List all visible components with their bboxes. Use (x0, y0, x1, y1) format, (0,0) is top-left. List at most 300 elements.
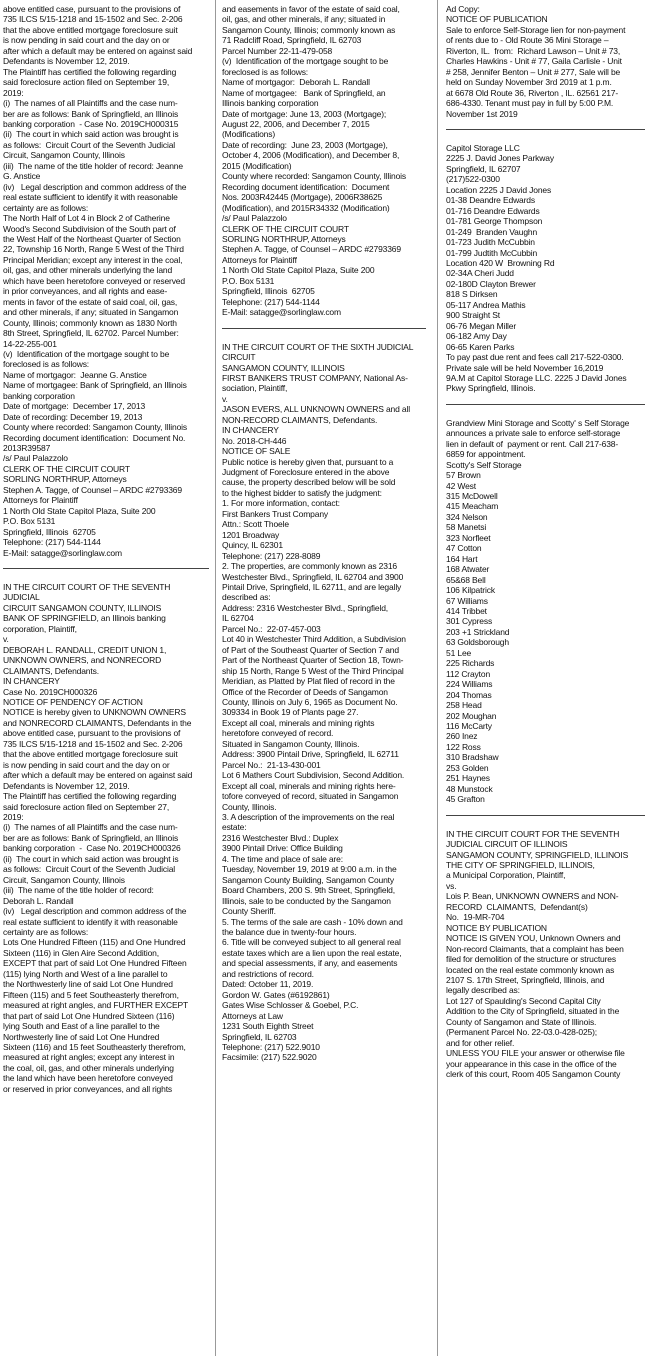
notice-grandview-scottys-storage (446, 418, 645, 805)
column-middle (222, 4, 426, 1350)
notice-line: No. 19-MR-704 (446, 912, 505, 923)
notice-line: estate: (222, 822, 247, 833)
notice-line: Wood's Second Subdivision of the South part of (3, 223, 176, 234)
notice-line: the coal, oil, gas, and other minerals underlying (3, 1062, 174, 1073)
notice-line: sociation, Plaintiff, (222, 383, 288, 394)
notice-line: 22, Township 16 North, Range 5 West of the Third (3, 244, 184, 255)
notice-line: Name of mortgagee: Bank of Springfield, an Illinois (3, 380, 187, 391)
notice-line: the Northwesterly line of said Lot One Hundred (3, 979, 173, 990)
notice-line: Circuit, Sangamon County, Illinois (3, 874, 125, 885)
notice-line: Telephone: (217) 228-8089 (222, 550, 321, 561)
notice-line: 324 Nelson (446, 511, 488, 522)
notice-line: Lois P. Bean, UNKNOWN OWNERS and NON- (446, 891, 619, 902)
notice-line: estate taxes which are a lien upon the real estate, (222, 947, 402, 958)
notice-line: 01-249 Branden Vaughn (446, 226, 538, 237)
notice-line: 47 Cotton (446, 543, 482, 554)
notice-line: Attorneys at Law (222, 1010, 283, 1021)
notice-line: No. 2018-CH-446 (222, 435, 287, 446)
notice-line: 06-76 Megan Miller (446, 320, 517, 331)
notice-line: 42 West (446, 480, 476, 491)
notice-line: County, Illinois. (222, 801, 277, 812)
notice-line: First Bankers Trust Company (222, 508, 329, 519)
notice-line: NOTICE IS GIVEN YOU, Unknown Owners and (446, 933, 621, 944)
notice-line: The North Half of Lot 4 in Block 2 of Catherine (3, 213, 170, 224)
notice-line: (115) lying North and West of a line parallel to (3, 968, 168, 979)
notice-line: Case No. 2019CH000326 (3, 686, 98, 697)
notice-divider (446, 815, 645, 816)
notice-line: /s/ Paul Palazzolo (222, 213, 287, 224)
notice-line: Illinois, sale to be conducted by the Sangamon (222, 895, 391, 906)
notice-line: Facsimile: (217) 522.9020 (222, 1052, 317, 1063)
notice-line: 06-65 Karen Parks (446, 341, 515, 352)
notice-line: Name of mortgagor: Deborah L. Randall (222, 77, 370, 88)
notice-line: CLERK OF THE CIRCUIT COURT (222, 223, 349, 234)
notice-randall (3, 582, 209, 1094)
notice-line: (iii) The name of the title holder of record: Jeanne (3, 160, 183, 171)
notice-line: above entitled case, pursuant to the provisions of (3, 4, 181, 14)
notice-line: UNLESS YOU FILE your answer or otherwise file (446, 1048, 625, 1059)
notice-line: BANK OF SPRINGFIELD, an Illinois banking (3, 613, 166, 624)
notice-line: Meridian, as Platted by Plat filed of record in the (222, 676, 395, 687)
notice-line: 2019: (3, 811, 24, 822)
notice-line: 204 Thomas (446, 689, 492, 700)
notice-line: 05-117 Andrea Mathis (446, 299, 526, 310)
notice-line: 58 Manetsi (446, 522, 487, 533)
notice-line: Stephen A. Tagge, of Counsel – ARDC #2793369 (222, 244, 401, 255)
notice-line: 253 Golden (446, 762, 489, 773)
notice-line: corporation, Plaintiff, (3, 623, 77, 634)
notice-line: IN THE CIRCUIT COURT OF THE SIXTH JUDICIAL (222, 341, 414, 352)
notice-line: 112 Crayton (446, 668, 491, 679)
notice-line: E-Mail: satagge@sorlinglaw.com (3, 547, 122, 558)
notice-line: the land which have been heretofore conveyed (3, 1073, 173, 1084)
notice-line: your appearance in this case in the office of the (446, 1058, 617, 1069)
notice-line: Public notice is hereby given that, pursuant to a (222, 456, 394, 467)
notice-line: Attn.: Scott Thoele (222, 519, 289, 530)
notice-line: Springfield, IL 62703 (222, 1031, 297, 1042)
notice-line: 57 Brown (446, 470, 481, 481)
notice-line: Gates Wise Schlosser & Goebel, P.C. (222, 1000, 359, 1011)
notice-line: 3900 Pintail Drive: Office Building (222, 843, 343, 854)
notice-line: 6859 for appointment. (446, 449, 526, 460)
notice-line: County Sheriff. (222, 906, 276, 917)
notice-line: 01-723 Judith McCubbin (446, 237, 535, 248)
notice-line: Pkwy Springfield, Illinois. (446, 383, 536, 394)
notice-line: Parcel Number 22-11-479-058 (222, 45, 333, 56)
notice-line: a Municipal Corporation, Plaintiff, (446, 870, 566, 881)
notice-line: or reserved in prior conveyances, and all rights (3, 1083, 173, 1094)
notice-line: lying South and East of a line parallel to the (3, 1021, 160, 1032)
notice-line: real estate sufficient to identify it with reasonable (3, 192, 178, 203)
notice-line: Grandview Mini Storage and Scotty' s Self Storage (446, 417, 630, 428)
notice-line: 1231 South Eighth Street (222, 1021, 314, 1032)
notice-line: 14-22-255-001 (3, 338, 57, 349)
notice-line: 202 Moughan (446, 710, 497, 721)
notice-line: which have been heretofore conveyed or reserved (3, 275, 185, 286)
notice-line: (Permanent Parcel No. 22-03.0-428-025); (446, 1027, 598, 1038)
notice-line: as follows: Circuit Court of the Seventh Judicial (3, 864, 176, 875)
notice-line: CLERK OF THE CIRCUIT COURT (3, 463, 130, 474)
notice-line: and restrictions of record. (222, 968, 314, 979)
notice-line: JUDICIAL CIRCUIT OF ILLINOIS (446, 839, 568, 850)
notice-line: 116 McCarty (446, 721, 492, 731)
notice-line: Westchester Blvd., Springfield, IL 62704 and 3900 (222, 571, 404, 582)
notice-line: the balance due in twenty-four hours. (222, 926, 357, 937)
notice-line: (Modification), and 2015R34332 (Modification) (222, 202, 390, 213)
notice-line: Date of mortgage: December 17, 2013 (3, 401, 146, 412)
notice-line: Board Chambers, 200 S. 9th Street, Springfield, (222, 885, 395, 896)
notice-line: Date of recording: June 23, 2003 (Mortgage), (222, 139, 388, 150)
notice-line: Deborah L. Randall (3, 895, 74, 906)
notice-line: (v) Identification of the mortgage sought to be (3, 348, 170, 359)
notice-line: 735 ILCS 5/15-1218 and 15-1502 and Sec. 2-206 (3, 738, 183, 749)
notice-line: (i) The names of all Plaintiffs and the case num- (3, 98, 178, 109)
notice-line: at 6678 Old Route 36, Riverton , IL. 62561 217- (446, 87, 619, 98)
notice-line: # 258, Jennifer Benton – Unit # 277, Sale will be (446, 66, 621, 77)
notice-line: 8th Street, Springfield, IL 62702. Parcel Number: (3, 328, 179, 339)
notice-line: CIRCUIT (222, 352, 256, 363)
notice-line: G. Anstice (3, 171, 41, 182)
notice-line: NON-RECORD CLAIMANTS, Defendants. (222, 414, 378, 425)
notice-line: Principal Meridian; except any interest in the coal, (3, 254, 183, 265)
notice-line: 2013R39587 (3, 443, 51, 454)
notice-line: JASON EVERS, ALL UNKNOWN OWNERS and all (222, 404, 410, 415)
notice-line: 6. Title will be conveyed subject to all general real (222, 937, 401, 948)
notice-line: Date of mortgage: June 13, 2003 (Mortgage); (222, 108, 387, 119)
notice-line: Lot 6 Mathers Court Subdivision, Second Addition. (222, 770, 405, 781)
notice-line: 251 Haynes (446, 773, 490, 784)
notice-line: is now pending in said court and the day on or (3, 35, 170, 46)
notice-line: (ii) The court in which said action was brought is (3, 853, 179, 864)
notice-line: Name of mortgagee: Bank of Springfield, an (222, 87, 386, 98)
notice-line: ber are as follows: Bank of Springfield, an Illinois (3, 832, 179, 843)
notice-divider (3, 568, 209, 569)
notice-line: and for other relief. (446, 1037, 515, 1048)
notice-line: Except all coal, minerals and mining rights here- (222, 780, 396, 791)
notice-line: FIRST BANKERS TRUST COMPANY, National As- (222, 372, 408, 383)
notice-line: 686-4330. Tenant must pay in full by 5:00 P.M. (446, 98, 614, 109)
notice-line: E-Mail: satagge@sorlinglaw.com (222, 307, 341, 318)
notice-line: of rents due to - Old Route 36 Mini Storage – (446, 35, 609, 46)
notice-line: 45 Grafton (446, 794, 485, 805)
notice-line: (iii) The name of the title holder of record: (3, 885, 154, 896)
notice-line: 1 North Old State Capitol Plaza, Suite 200 (3, 505, 156, 516)
notice-line: 67 Williams (446, 595, 488, 606)
notice-line: 310 Bradshaw (446, 752, 499, 763)
notice-line: Lot 127 of Spaulding's Second Capital City (446, 995, 601, 1006)
notice-line: 9A.M at Capitol Storage LLC. 2225 J David Jones (446, 372, 627, 383)
notice-line: 5. The terms of the sale are cash - 10% down and (222, 916, 403, 927)
notice-line: 2107 S. 17th Street, Springfield, Illinois, and (446, 974, 605, 985)
notice-line: ments in favor of the estate of said coal, oil, gas, (3, 296, 178, 307)
notice-line: Gordon W. Gates (#6192861) (222, 989, 330, 1000)
notice-line: 224 Williams (446, 679, 493, 690)
notice-line: as follows: Circuit Court of the Seventh Judicial (3, 139, 176, 150)
notice-line: County where recorded: Sangamon County, Illinois (3, 422, 187, 433)
notice-line: NOTICE is hereby given to UNKNOWN OWNERS (3, 707, 186, 718)
notice-line: Part of the Northeast Quarter of Section 18, Town- (222, 655, 404, 666)
notice-line: certainty are as follows: (3, 926, 89, 937)
notice-line: Sixteen (116) and 15 feet Southeasterly therefrom, (3, 1041, 186, 1052)
column-left (3, 4, 209, 1350)
notice-line: foreclosed is as follows: (222, 66, 309, 77)
notice-line: ship 15 North, Range 5 West of the Third Principal (222, 665, 404, 676)
notice-line: is now pending in said court and the day on or (3, 759, 170, 770)
notice-line: held on Sunday November 3rd 2019 at 1 p.m. (446, 77, 612, 88)
notice-line: Ad Copy: (446, 4, 480, 14)
notice-line: NOTICE BY PUBLICATION (446, 922, 547, 933)
notice-line: above entitled case, pursuant to the provisions of (3, 728, 181, 739)
notice-line: Defendants is November 12, 2019. (3, 780, 130, 791)
notice-line: legally described as: (446, 985, 520, 996)
notice-line: IN CHANCERY (222, 425, 279, 436)
notice-line: of Part of the Southeast Quarter of Section 7 and (222, 644, 399, 655)
notice-line: /s/ Paul Palazzolo (3, 453, 68, 464)
notice-line: Except all coal, minerals and mining rights (222, 717, 375, 728)
notice-line: announces a private sale to enforce self-storage (446, 428, 621, 439)
notice-line: (iv) Legal description and common address of the (3, 181, 187, 192)
notice-line: 203 +1 Strickland (446, 626, 510, 637)
notice-line: Telephone: (217) 522.9010 (222, 1041, 320, 1052)
notice-line: 2015 (Modification) (222, 160, 292, 171)
notice-line: lien in default of payment or rent. Call 217-638- (446, 438, 619, 449)
notice-line: and other minerals, if any; situated in Sangamon (3, 307, 179, 318)
notice-line: 02-34A Cheri Judd (446, 268, 514, 279)
notice-line: 122 Ross (446, 741, 481, 752)
notice-line: Sale to enforce Self-Storage lien for non-payment (446, 24, 626, 35)
notice-line: The Plaintiff has certified the following regarding (3, 791, 177, 802)
notice-line: 01-781 George Thompson (446, 216, 543, 227)
notice-line: (ii) The court in which said action was brought is (3, 129, 179, 140)
notice-line: SORLING NORTHRUP, Attorneys (3, 474, 127, 485)
notice-line: Illinois banking corporation (222, 98, 319, 109)
notice-randall-continued (222, 4, 426, 318)
notice-line: THE CITY OF SPRINGFIELD, ILLINOIS, (446, 859, 595, 870)
notice-line: in prior conveyances, and all rights and ease- (3, 286, 168, 297)
notice-line: v. (222, 393, 228, 404)
notice-line: SANGAMON COUNTY, SPRINGFIELD, ILLINOIS (446, 849, 629, 860)
notice-line: Attorneys for Plaintiff (3, 495, 78, 506)
notice-line: 735 ILCS 5/15-1218 and 15-1502 and Sec. 2-206 (3, 14, 183, 25)
notice-line: Non-record Claimants, that a complaint has been (446, 943, 624, 954)
notice-line: 164 Hart (446, 553, 478, 564)
notice-line: measured at right angles; except any interest in (3, 1052, 175, 1063)
notice-line: and special assessments, if any, and easements (222, 958, 398, 969)
notice-line: August 22, 2006, and December 7, 2015 (222, 118, 370, 129)
notice-line: Sixteen (116) in Glen Aire Second Addition, (3, 947, 159, 958)
notice-line: 01-716 Deandre Edwards (446, 205, 540, 216)
notice-line: NOTICE OF SALE (222, 446, 291, 457)
notice-line: 71 Radcliff Road, Springfield, IL 62703 (222, 35, 362, 46)
notice-first-bankers-trust (222, 342, 426, 1063)
notice-line: measured at right angles, and FURTHER EXCEPT (3, 1000, 189, 1011)
notice-line: 48 Munstock (446, 783, 493, 794)
notice-line: Lots One Hundred Fifteen (115) and One Hundred (3, 937, 186, 948)
notice-line: 2. The properties, are commonly known as 2316 (222, 561, 397, 572)
notice-line: IN THE CIRCUIT COURT OF THE SEVENTH JUDICIAL (3, 582, 173, 603)
notice-line: Office of the Recorder of Deeds of Sangamon (222, 686, 388, 697)
notice-line: Sangamon County, Illinois; commonly known as (222, 24, 396, 35)
notice-line: (217)522-0300 (446, 174, 500, 185)
notice-line: Nos. 2003R42445 (Mortgage), 2006R38625 (222, 192, 383, 203)
notice-line: County of Sangamon and State of Illinois. (446, 1016, 597, 1027)
notice-line: 01-38 Deandre Edwards (446, 195, 535, 206)
notice-line: CLAIMANTS, Defendants. (3, 665, 99, 676)
notice-line: Fifteen (115) and 5 feet Southeasterly therefrom, (3, 989, 179, 1000)
notice-line: that the above entitled mortgage foreclosure suit (3, 24, 178, 35)
notice-line: Pintail Drive, Springfield, IL 62711, and are legally (222, 582, 402, 593)
notice-line: NOTICE OF PUBLICATION (446, 14, 548, 25)
notice-line: 4. The time and place of sale are: (222, 853, 343, 864)
notice-line: DEBORAH L. RANDALL, CREDIT UNION 1, (3, 644, 167, 655)
notice-line: banking corporation - Case No. 2019CH000326 (3, 843, 181, 854)
notice-line: the West Half of the Northeast Quarter of Section (3, 233, 181, 244)
notice-line: IL 62704 (222, 613, 254, 624)
notice-line: banking corporation (3, 390, 75, 401)
notice-line: Stephen A. Tagge, of Counsel – ARDC #2793369 (3, 484, 182, 495)
notice-line: cause, the property described below will be sold (222, 477, 396, 488)
notice-line: banking corporation - Case No. 2019CH000315 (3, 118, 179, 129)
notice-line: CIRCUIT SANGAMON COUNTY, ILLINOIS (3, 602, 162, 613)
notice-line: P.O. Box 5131 (3, 516, 56, 527)
notice-line: Parcel No.: 22-07-457-003 (222, 623, 321, 634)
notice-line: Parcel No.: 21-13-430-001 (222, 759, 321, 770)
notice-line: Springfield, Illinois 62705 (222, 286, 315, 297)
notice-line: 414 Tribbet (446, 606, 487, 617)
notice-line: NOTICE OF PENDENCY OF ACTION (3, 697, 143, 707)
notice-line: 1 North Old State Capitol Plaza, Suite 200 (222, 265, 375, 276)
notice-line: Location 2225 J David Jones (446, 184, 552, 195)
notice-line: Dated: October 11, 2019. (222, 979, 314, 990)
notice-line: 323 Norfleet (446, 532, 491, 543)
notice-line: 63 Goldsborough (446, 637, 509, 648)
notice-line: Recording document identification: Document (222, 181, 390, 192)
notice-line: Judgment of Foreclosure entered in the above (222, 467, 390, 478)
notice-line: October 4, 2006 (Modification), and December 8, (222, 150, 400, 161)
notice-line: Date of recording: December 19, 2013 (3, 411, 143, 422)
notice-line: heretofore conveyed of record. (222, 728, 334, 739)
notice-line: Name of mortgagor: Jeanne G. Anstice (3, 369, 147, 380)
notice-line: Location 420 W Browning Rd (446, 257, 555, 268)
notice-line: to the highest bidder to satisfy the judgment: (222, 487, 382, 498)
notice-line: vs. (446, 880, 457, 891)
notice-line: The Plaintiff has certified the following regarding (3, 66, 177, 77)
notice-line: Lot 40 in Westchester Third Addition, a Subdivision (222, 634, 406, 645)
notice-line: 301 Cypress (446, 616, 493, 627)
notice-line: SANGAMON COUNTY, ILLINOIS (222, 362, 345, 373)
notice-line: 2019: (3, 87, 24, 98)
column-divider-left (215, 0, 216, 1356)
notice-line: oil, gas, and other minerals, if any; situated in (222, 14, 386, 25)
notice-line: 51 Lee (446, 647, 472, 658)
notice-line: said foreclosure action filed on September 27, (3, 801, 170, 812)
column-right (446, 4, 645, 1350)
notice-line: 65&68 Bell (446, 574, 486, 585)
notice-line: described as: (222, 592, 271, 603)
notice-line: located on the real estate commonly known as (446, 964, 615, 975)
notice-line: Private sale will be held November 16,2019 (446, 362, 604, 373)
notice-line: 2316 Westchester Blvd.: Duplex (222, 832, 339, 843)
notice-line: 02-180D Clayton Brewer (446, 278, 536, 289)
notice-line: 900 Straight St (446, 310, 500, 321)
notice-line: Springfield, Illinois 62705 (3, 526, 96, 537)
notice-line: County, Illinois; commonly known as 1830 North (3, 317, 177, 328)
notice-line: November 1st 2019 (446, 108, 518, 119)
notice-line: RECORD CLAIMANTS, Defendant(s) (446, 901, 588, 912)
notice-line: and easements in favor of the estate of said coal, (222, 4, 400, 14)
notice-line: that part of said Lot One Hundred Sixteen (116) (3, 1010, 175, 1021)
notice-line: 1201 Broadway (222, 529, 280, 540)
column-divider-right (437, 0, 438, 1356)
notice-line: tofore conveyed of record, situated in Sangamon (222, 791, 399, 802)
notice-line: 315 McDowell (446, 491, 498, 502)
notice-line: and NONRECORD CLAIMANTS, Defendants in the (3, 717, 192, 728)
notice-line: 1. For more information, contact: (222, 498, 340, 509)
notice-line: Circuit, Sangamon County, Illinois (3, 150, 125, 161)
notice-line: Scotty's Self Storage (446, 459, 522, 470)
notice-line: Tuesday, November 19, 2019 at 9:00 a.m. in the (222, 864, 397, 875)
notice-line: Situated in Sangamon County, Illinois. (222, 738, 360, 749)
notice-line: Charles Hawkins - Unit # 77, Gaila Carlisle - Unit (446, 56, 622, 67)
notice-line: SORLING NORTHRUP, Attorneys (222, 233, 346, 244)
notice-line: (Modifications) (222, 129, 276, 140)
notice-line: that the above entitled mortgage foreclosure suit (3, 749, 178, 760)
notice-line: Capitol Storage LLC (446, 142, 520, 153)
notice-line: 260 Inez (446, 731, 478, 742)
notice-line: oil, gas, and other minerals underlying the land (3, 265, 173, 276)
notice-line: Riverton, IL. from: Richard Lawson – Unit # 73, (446, 45, 621, 56)
notice-line: (v) Identification of the mortgage sought to be (222, 56, 389, 67)
notice-line: Address: 2316 Westchester Blvd., Springfield, (222, 602, 389, 613)
notice-line: IN THE CIRCUIT COURT FOR THE SEVENTH (446, 828, 620, 839)
notice-line: Telephone: (217) 544-1144 (222, 296, 320, 307)
notice-divider (222, 328, 426, 329)
notice-line: said foreclosure action filed on September 19, (3, 77, 170, 88)
notice-line: 818 S Dirksen (446, 289, 498, 300)
notice-capitol-storage (446, 143, 645, 394)
notice-line: Springfield, IL 62707 (446, 163, 521, 174)
notice-line: 168 Atwater (446, 564, 490, 575)
notice-line: Sangamon County Building, Sangamon County (222, 874, 394, 885)
notice-line: Quincy, IL 62301 (222, 540, 283, 551)
notice-line: County where recorded: Sangamon County, Illinois (222, 171, 406, 182)
notice-line: Defendants is November 12, 2019. (3, 56, 130, 67)
notice-line: 06-182 Amy Day (446, 331, 507, 342)
notice-divider (446, 129, 645, 130)
notice-divider (446, 404, 645, 405)
notice-line: 2225 J. David Jones Parkway (446, 153, 554, 164)
notice-line: 225 Richards (446, 658, 495, 669)
notice-line: County, Illinois on July 6, 1965 as Document No. (222, 697, 398, 707)
notice-line: 01-799 Judtith McCubbin (446, 247, 538, 258)
notice-line: 258 Head (446, 700, 482, 711)
notice-line: Recording document identification: Document No. (3, 432, 186, 443)
notice-line: 3. A description of the improvements on the real (222, 811, 395, 822)
notice-line: clerk of this court, Room 405 Sangamon County (446, 1069, 621, 1080)
notice-line: UNKNOWN OWNERS, and NONRECORD (3, 655, 162, 666)
notice-line: (iv) Legal description and common address of the (3, 906, 187, 917)
notice-line: P.O. Box 5131 (222, 275, 275, 286)
notice-line: 106 Kilpatrick (446, 585, 495, 596)
notice-line: Attorneys for Plaintiff (222, 254, 297, 265)
notice-line: certainty are as follows: (3, 202, 89, 213)
notice-line: Address: 3900 Pintail Drive, Springfield, IL 62711 (222, 749, 399, 760)
notice-line: foreclosed is as follows: (3, 359, 90, 370)
notice-line: filed for demolition of the structure or structures (446, 954, 616, 965)
notice-anstice (3, 4, 209, 558)
notice-line: Telephone: (217) 544-1144 (3, 537, 101, 548)
notice-line: (i) The names of all Plaintiffs and the case num- (3, 822, 178, 833)
